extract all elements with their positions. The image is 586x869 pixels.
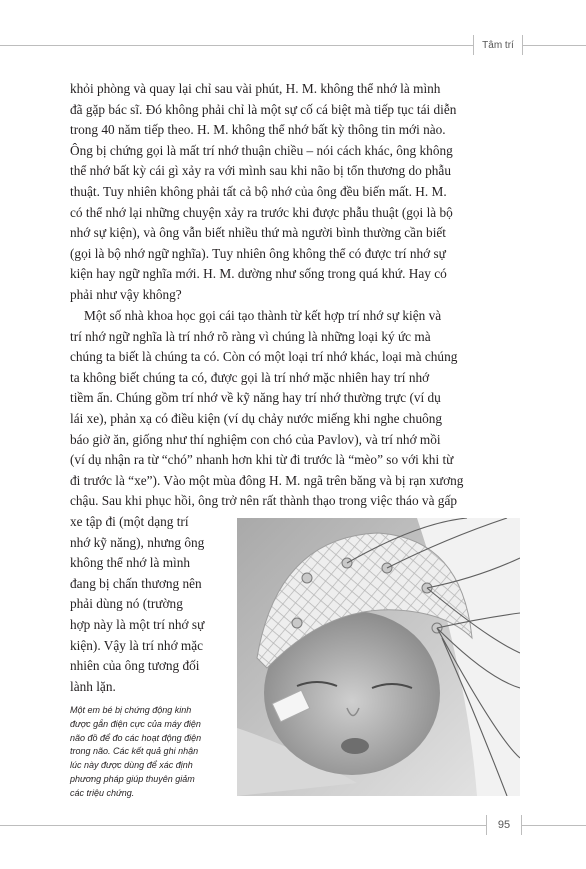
text-line: nhớ sự kiện), và ông vẫn biết nhiều thứ mà người bình thường cần biết xyxy=(70,225,447,241)
paragraph-3 xyxy=(70,512,204,697)
text-line: (ví dụ nhận ra từ “chó” nhanh hơn khi từ đi trước là “mèo” so với khi từ xyxy=(70,452,454,468)
text-line: phải dùng nó (trường xyxy=(70,596,183,612)
text-line: không thể nhớ là mình xyxy=(70,555,191,571)
text-line: đang bị chấn thương nên xyxy=(70,575,202,591)
caption-line: Một em bé bị chứng động kinh xyxy=(70,705,192,715)
text-line: đi trước là “xe”). Vào một mùa đông H. M. ngã trên băng và bị rạn xương xyxy=(70,472,464,488)
text-line: thể nhớ bất kỳ cái gì xảy ra với mình sau khi não bị tổn thương do phẫu xyxy=(70,163,451,179)
text-line: hợp này là một trí nhớ sự xyxy=(70,616,205,632)
caption-line: các triệu chứng. xyxy=(70,787,135,798)
text-line: trong 40 năm tiếp theo. H. M. không thể nhớ bất kỳ thông tin mới nào. xyxy=(70,122,446,138)
text-line: chúng ta biết là chúng ta có. Còn có một loại trí nhớ khác, loại mà chúng xyxy=(70,349,458,365)
caption-line: lúc này được dùng để xác định xyxy=(70,760,193,771)
text-line: Một số nhà khoa học gọi cái tạo thành từ kết hợp trí nhớ sự kiện và xyxy=(84,308,442,323)
caption-line: phương pháp giúp thuyên giảm xyxy=(70,773,195,784)
text-line: ta không biết chúng ta có, được gọi là trí nhớ mặc nhiên hay trí nhớ xyxy=(70,369,430,385)
text-line: có thể nhớ lại những chuyện xảy ra trước khi được phẫu thuật (gọi là bộ xyxy=(70,204,453,220)
text-line: kiện). Vậy là trí nhớ mặc xyxy=(70,637,204,653)
text-line: (gọi là bộ nhớ ngữ nghĩa). Tuy nhiên ông không thể có được trí nhớ sự xyxy=(70,245,446,261)
text-line: chậu. Sau khi phục hồi, ông trở nên rất thành thạo trong việc tháo và gấp xyxy=(70,493,457,509)
text-line: kiện hay ngữ nghĩa mới. H. M. dường như sống trong quá khứ. Hay có xyxy=(70,266,447,282)
text-line: lái xe), phản xạ có điều kiện (ví dụ chảy nước miếng khi nghe chuông xyxy=(70,410,443,426)
text-line: xe tập đi (một dạng trí xyxy=(70,514,189,529)
caption-line: não đồ để đo các hoạt động điện xyxy=(70,732,202,743)
text-line: trí nhớ ngữ nghĩa là trí nhớ rõ ràng vì chúng là những loại ký ức mà xyxy=(70,328,431,344)
text-line: lành lặn. xyxy=(70,678,116,694)
text-line: tiềm ẩn. Chúng gồm trí nhớ về kỹ năng hay trí nhớ thường trực (ví dụ xyxy=(70,390,441,406)
text-line: thuật. Tuy nhiên không phải tất cả bộ nhớ của ông đều biến mất. H. M. xyxy=(70,183,447,199)
running-header: Tâm trí xyxy=(482,40,514,51)
text-line: phải như vậy không? xyxy=(70,286,182,302)
paragraph-1 xyxy=(70,79,456,306)
caption-line: trong não. Các kết quả ghi nhận xyxy=(70,746,199,757)
mouth xyxy=(341,738,369,754)
text-line: khỏi phòng và quay lại chỉ sau vài phút, H. M. không thể nhớ là mình xyxy=(70,81,441,96)
text-line: Ông bị chứng gọi là mất trí nhớ thuận chiều – nói cách khác, ông không xyxy=(70,142,453,158)
text-line: nhớ kỹ năng), nhưng ông xyxy=(70,534,205,550)
caption-line: được gắn điện cực của máy điện xyxy=(70,718,201,729)
text-line: báo giờ ăn, giống như thí nghiệm con chó của Pavlov), và trí nhớ mồi xyxy=(70,431,441,447)
page-number: 95 xyxy=(497,819,511,831)
eeg-patient-photo xyxy=(237,518,520,796)
paragraph-2 xyxy=(70,306,463,512)
text-line: đã gặp bác sĩ. Đó không phải chỉ là một sự cố cá biệt mà tiếp tục tái diễn xyxy=(70,101,457,117)
text-line: nhiên của ông tương đối xyxy=(70,658,200,674)
photo-caption xyxy=(70,704,220,801)
